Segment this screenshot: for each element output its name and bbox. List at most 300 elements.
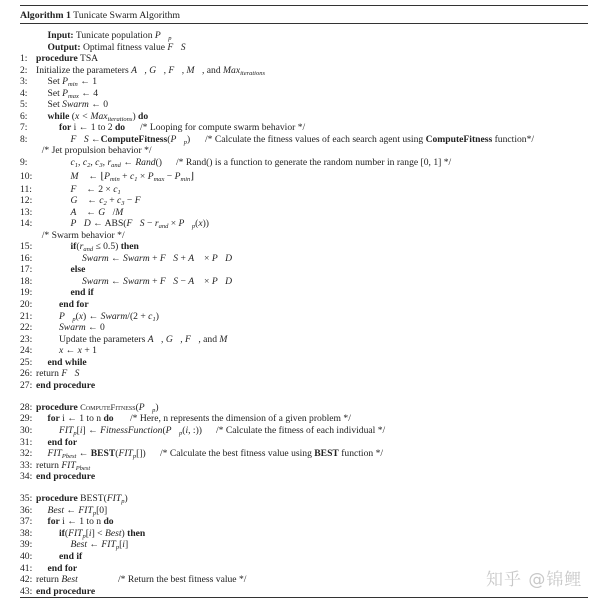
- line-number: 17:: [20, 264, 33, 276]
- line-number: 29:: [20, 413, 33, 425]
- algorithm-line: [20, 493, 588, 505]
- code-token: if: [70, 241, 77, 253]
- code-token: P⃗: [138, 401, 153, 413]
- code-token: do: [103, 516, 114, 528]
- line-code: [36, 586, 95, 597]
- code-token: +: [178, 252, 189, 264]
- line-number: 23:: [20, 333, 33, 345]
- code-token: , :)): [188, 425, 202, 436]
- code-token: p: [82, 532, 86, 540]
- code-token: end for: [47, 562, 78, 574]
- code-token: ←: [84, 195, 100, 207]
- code-token: x: [59, 345, 64, 357]
- line-number: 26:: [20, 368, 33, 380]
- algorithm-line: [20, 65, 588, 77]
- code-token: FIT: [106, 493, 122, 505]
- algorithm-line: [20, 539, 588, 551]
- code-token: −: [144, 218, 155, 230]
- algorithm-line: [20, 145, 588, 157]
- line-code: [36, 493, 128, 504]
- code-token: F⃗S: [167, 41, 186, 53]
- code-token: [: [119, 539, 123, 551]
- code-token: , c: [90, 157, 100, 169]
- code-token: Swarm: [123, 275, 150, 287]
- algorithm-line: [20, 195, 588, 207]
- algorithm-body: [20, 30, 588, 597]
- code-token: Best: [70, 539, 88, 551]
- algorithm-line: [20, 76, 588, 88]
- code-token: Set: [47, 76, 63, 88]
- algorithm-line: [20, 157, 588, 169]
- code-token: ⌋: [190, 170, 194, 182]
- code-token: P: [104, 170, 110, 182]
- code-token: p: [72, 315, 76, 323]
- code-token: P⃗: [178, 218, 192, 230]
- code-token: c: [113, 183, 118, 195]
- code-token: then: [127, 527, 146, 539]
- code-token: then: [120, 241, 139, 253]
- code-token: function*/: [492, 133, 535, 145]
- line-code: [48, 99, 109, 110]
- code-token: ComputeFitness: [100, 133, 168, 145]
- code-token: −: [124, 195, 135, 207]
- code-token: Rand: [135, 157, 156, 169]
- code-token: []): [136, 448, 146, 460]
- code-token: A⃗: [188, 275, 202, 287]
- code-token: Best: [47, 504, 65, 516]
- code-token: )): [202, 218, 209, 230]
- code-token: P: [62, 76, 69, 88]
- code-token: 3: [121, 200, 125, 208]
- algorithm-line: [20, 30, 588, 42]
- algorithm-line: [20, 99, 588, 111]
- line-code: [59, 334, 235, 345]
- algorithm-line: [20, 357, 588, 369]
- code-token: c: [70, 157, 75, 169]
- line-code: [36, 460, 90, 471]
- code-token: end procedure: [36, 471, 96, 483]
- line-comment: /* Rand() is a function to generate the random number in range [0, 1] */: [176, 157, 452, 169]
- code-token: ←: [64, 504, 79, 516]
- code-token: P⃗D: [211, 252, 233, 264]
- code-token: Best: [105, 527, 122, 539]
- code-token: FIT: [61, 459, 76, 471]
- code-token: ←: [63, 345, 78, 357]
- line-code: [48, 30, 172, 41]
- code-token: and: [111, 162, 121, 170]
- line-number: 39:: [20, 539, 33, 551]
- code-token: while: [47, 110, 70, 122]
- code-token: end procedure: [36, 585, 96, 597]
- code-token: 1: [152, 315, 156, 323]
- code-token: do: [103, 413, 114, 425]
- line-number: 34:: [20, 471, 33, 483]
- line-code: [36, 380, 95, 391]
- line-code: [36, 53, 98, 64]
- code-token: Initialize the parameters: [36, 64, 132, 76]
- code-token: (): [155, 157, 162, 169]
- code-token: p: [152, 406, 156, 414]
- line-code: [48, 413, 114, 424]
- algorithm-line: [20, 207, 588, 219]
- code-token: for: [47, 516, 60, 528]
- code-token: Swarm: [82, 275, 109, 287]
- code-token: A⃗: [188, 252, 202, 264]
- code-token: c: [117, 195, 122, 207]
- code-token: ←: [83, 206, 99, 218]
- line-code: [71, 184, 121, 195]
- code-token: +: [149, 252, 160, 264]
- algorithm-line: [20, 230, 588, 242]
- code-token: F⃗S: [159, 275, 179, 287]
- code-token: , and: [201, 64, 224, 76]
- code-token: ←: [108, 275, 124, 287]
- algorithm-line: [20, 264, 588, 276]
- code-token: i: [185, 425, 189, 436]
- line-number: 32:: [20, 448, 33, 460]
- code-token: BEST(: [77, 493, 107, 505]
- line-number: 16:: [20, 252, 33, 264]
- code-token: 1: [134, 175, 138, 183]
- algorithm-line: [20, 311, 588, 323]
- algorithm-label: Algorithm 1: [20, 10, 71, 21]
- algorithm-line: [20, 471, 588, 483]
- line-number: 37:: [20, 516, 33, 528]
- line-number: 8:: [20, 133, 28, 145]
- code-token: P⃗: [154, 30, 169, 41]
- line-code: [36, 368, 79, 379]
- line-code: [59, 345, 97, 356]
- code-token: end if: [59, 550, 83, 562]
- code-token: Optimal fitness value: [80, 41, 168, 53]
- line-number: 14:: [20, 218, 33, 230]
- code-token: FIT: [78, 504, 93, 516]
- code-token: 1: [117, 188, 121, 196]
- line-code: [59, 322, 105, 333]
- line-code: [71, 134, 191, 145]
- line-number: 7:: [20, 122, 28, 134]
- line-code: [71, 218, 209, 229]
- algorithm-line: [20, 42, 588, 54]
- code-token: ×: [201, 252, 212, 264]
- line-comment: [205, 134, 534, 146]
- code-token: +: [106, 195, 118, 207]
- code-token: for: [47, 413, 60, 425]
- code-token: P⃗: [59, 310, 73, 322]
- code-token: ×: [137, 170, 148, 182]
- line-number: 30:: [20, 425, 33, 436]
- code-token: p: [121, 498, 125, 506]
- code-token: else: [70, 264, 86, 276]
- line-code: [48, 111, 149, 122]
- algorithm-line: [20, 299, 588, 311]
- line-code: [48, 505, 108, 516]
- code-token: x: [77, 345, 82, 357]
- line-code: [48, 88, 99, 99]
- code-token: , c: [78, 157, 88, 169]
- code-token: (: [75, 310, 79, 322]
- algorithm-line: [20, 53, 588, 65]
- code-token: /* Calculate the best fitness value using: [160, 448, 315, 460]
- algorithm-line: [20, 402, 588, 414]
- code-token: max: [68, 92, 79, 100]
- line-number: 38:: [20, 527, 33, 539]
- line-number: 41:: [20, 562, 33, 574]
- code-token: procedure: [36, 401, 78, 413]
- line-comment: /* Calculate the fitness of each individual */: [216, 425, 386, 436]
- algorithm-line: [20, 287, 588, 299]
- algorithm-line: [20, 528, 588, 540]
- code-token: FIT: [101, 539, 116, 551]
- code-token: A⃗, G⃗, F⃗, M⃗: [131, 64, 202, 76]
- code-token: (: [69, 110, 75, 122]
- line-code: [71, 157, 162, 168]
- line-code: [71, 207, 131, 218]
- line-code: [36, 402, 159, 413]
- code-token: and: [83, 246, 94, 254]
- code-token: min: [68, 81, 78, 89]
- code-token: min: [180, 175, 191, 183]
- code-token: /* Calculate the fitness values of each search agent using: [205, 133, 426, 145]
- code-token: c: [148, 310, 153, 322]
- line-number: 1:: [20, 53, 28, 65]
- algorithm-name: Tunicate Swarm Algorithm: [73, 10, 181, 21]
- code-token: c: [129, 170, 135, 182]
- code-token: P: [147, 170, 154, 182]
- line-number: 13:: [20, 206, 33, 218]
- line-number: 2:: [20, 64, 28, 76]
- line-comment: /* Looping for compute swarm behavior */: [140, 122, 306, 134]
- code-token: 2: [103, 200, 107, 208]
- line-number: 22:: [20, 322, 33, 334]
- spacer: [20, 483, 588, 494]
- code-token: F⃗S: [70, 133, 89, 145]
- code-token: FIT: [47, 448, 62, 460]
- code-token: do: [138, 110, 149, 122]
- line-number: 3:: [20, 76, 28, 88]
- line-number: 36:: [20, 504, 33, 516]
- algorithm-line: [20, 368, 588, 380]
- code-token: −: [164, 170, 175, 182]
- algorithm-line: [20, 460, 588, 472]
- code-token: ): [187, 133, 191, 145]
- code-token: , r: [102, 157, 112, 169]
- code-token: end for: [59, 299, 89, 311]
- code-token: r: [79, 241, 84, 253]
- code-token: Swarm: [82, 252, 109, 264]
- code-token: ← ABS(: [90, 218, 127, 230]
- code-token: i ← 1 to n: [59, 413, 104, 425]
- code-token: ←: [88, 133, 101, 145]
- code-token: ComputeFitness: [425, 133, 493, 145]
- code-token: Swarm: [123, 252, 150, 264]
- code-token: i ← 1 to n: [59, 516, 104, 528]
- code-token: /: [112, 206, 116, 218]
- bottom-rule: [20, 597, 588, 598]
- code-token: p: [191, 223, 196, 231]
- code-token: G⃗: [98, 206, 113, 218]
- code-token: A⃗: [70, 206, 84, 218]
- code-token: end procedure: [36, 379, 96, 391]
- code-token: procedure: [36, 53, 78, 65]
- code-token: ← 0: [85, 322, 105, 334]
- code-token: , and: [198, 333, 220, 345]
- code-token: A⃗, G⃗, F⃗: [147, 333, 199, 345]
- code-token: max: [153, 175, 165, 183]
- code-token: ← 0: [88, 99, 109, 111]
- line-comment: /* Return the best fitness value */: [118, 574, 247, 586]
- line-code: [48, 76, 97, 87]
- line-code: [59, 299, 89, 310]
- code-token: c: [99, 195, 104, 207]
- line-code: [59, 551, 82, 562]
- code-token: Max: [223, 64, 241, 76]
- line-code: [59, 311, 159, 322]
- line-number: 20:: [20, 299, 33, 311]
- code-token: p: [132, 453, 137, 461]
- code-token: Set: [47, 87, 63, 99]
- algorithm-line: [20, 516, 588, 528]
- code-token: (: [182, 425, 186, 436]
- code-token: Swarm: [100, 310, 128, 322]
- line-code: [48, 516, 114, 527]
- line-code: [48, 563, 78, 574]
- code-token: ←: [76, 448, 91, 460]
- code-token: ← ⌊: [85, 170, 105, 182]
- algorithm-line: [20, 88, 588, 100]
- code-token: function */: [338, 448, 384, 460]
- code-token: ← 4: [78, 87, 99, 99]
- line-code: [36, 65, 265, 76]
- code-token: ): [132, 110, 139, 122]
- code-token: p: [168, 35, 172, 42]
- code-token: ← 1: [77, 76, 97, 88]
- line-number: 31:: [20, 436, 33, 448]
- algorithm-line: [20, 505, 588, 517]
- code-token: M⃗: [219, 333, 235, 345]
- code-token: do: [114, 122, 126, 134]
- code-token: /(2 +: [127, 310, 149, 322]
- code-token: Tunicate population: [73, 30, 155, 41]
- code-token: Swarm: [59, 322, 86, 334]
- code-token: ): [155, 401, 159, 413]
- line-code: [82, 253, 232, 264]
- code-token: /* Jet propulsion behavior */: [41, 145, 152, 157]
- code-token: and: [158, 223, 169, 231]
- code-token: i ← 1 to 2: [71, 122, 115, 134]
- code-token: TSA: [77, 53, 99, 65]
- code-token: (: [167, 133, 171, 145]
- code-token: p: [183, 138, 188, 146]
- line-number: 25:: [20, 356, 33, 368]
- line-number: 12:: [20, 195, 33, 207]
- code-token: i: [122, 539, 125, 551]
- algorithm-line: [20, 413, 588, 425]
- code-token: BEST: [90, 448, 116, 460]
- line-code: [42, 230, 125, 241]
- line-number: 33:: [20, 459, 33, 471]
- algorithm-line: [20, 241, 588, 253]
- watermark: 知乎 @锦鲤: [486, 570, 583, 590]
- line-number: 27:: [20, 379, 33, 391]
- line-code: [36, 471, 95, 482]
- line-number: 9:: [20, 157, 28, 169]
- code-token: ): [124, 493, 128, 505]
- code-token: (: [195, 218, 199, 230]
- spacer: [20, 391, 588, 402]
- code-token: (: [115, 448, 119, 460]
- code-token: (: [64, 527, 69, 539]
- code-token: +: [119, 170, 130, 182]
- algorithm-line: [20, 334, 588, 346]
- code-token: return: [36, 368, 62, 380]
- code-token: ←: [108, 252, 124, 264]
- code-token: +: [149, 275, 160, 287]
- code-token: ) ←: [83, 310, 101, 322]
- code-token: end for: [47, 436, 78, 448]
- code-token: /* Swarm behavior */: [41, 229, 125, 241]
- code-token: Swarm: [62, 99, 89, 111]
- code-token: x < Max: [74, 110, 108, 122]
- line-code: [48, 437, 78, 448]
- code-token: Best: [61, 574, 78, 586]
- code-token: (: [135, 401, 139, 413]
- code-token: Pbest: [75, 464, 91, 472]
- code-token: procedure: [36, 493, 78, 505]
- code-token: P: [174, 170, 181, 182]
- code-token: [: [85, 527, 89, 539]
- algorithm-line: [20, 184, 588, 196]
- code-token: ≤ 0.5): [93, 241, 121, 253]
- line-number: 42:: [20, 574, 33, 586]
- algorithm-line: [20, 218, 588, 230]
- code-token: ): [155, 310, 159, 322]
- line-comment: [160, 448, 383, 460]
- algorithm-line: [20, 437, 588, 449]
- code-token: + 1: [81, 345, 97, 357]
- algorithm-line: [20, 380, 588, 392]
- code-token: return: [36, 574, 62, 586]
- code-token: r: [154, 218, 159, 230]
- line-code: [71, 287, 94, 298]
- line-number: 6:: [20, 110, 28, 122]
- line-number: 28:: [20, 401, 33, 413]
- algorithm-line: [20, 134, 588, 146]
- code-token: if: [59, 527, 65, 539]
- code-token: return: [36, 459, 62, 471]
- line-number: 10:: [20, 170, 33, 182]
- code-token: (: [76, 241, 80, 253]
- line-number: 18:: [20, 275, 33, 287]
- line-number: 24:: [20, 345, 33, 357]
- code-token: i: [79, 425, 83, 436]
- line-code: [42, 145, 152, 156]
- code-token: Pbest: [61, 453, 77, 461]
- algorithm-line: [20, 122, 588, 134]
- code-token: BEST: [314, 448, 339, 460]
- line-number: 5:: [20, 99, 28, 111]
- line-code: [59, 528, 145, 539]
- code-token: ×: [168, 218, 179, 230]
- code-token: P⃗: [170, 133, 184, 145]
- code-token: G⃗: [70, 195, 85, 207]
- line-comment: /* Here, n represents the dimension of a given problem */: [130, 413, 351, 425]
- code-token: P⃗D: [211, 275, 233, 287]
- code-token: ] <: [91, 527, 105, 539]
- code-token: Update the parameters: [59, 333, 148, 345]
- code-token: 3: [99, 162, 103, 170]
- code-token: 2: [87, 162, 91, 170]
